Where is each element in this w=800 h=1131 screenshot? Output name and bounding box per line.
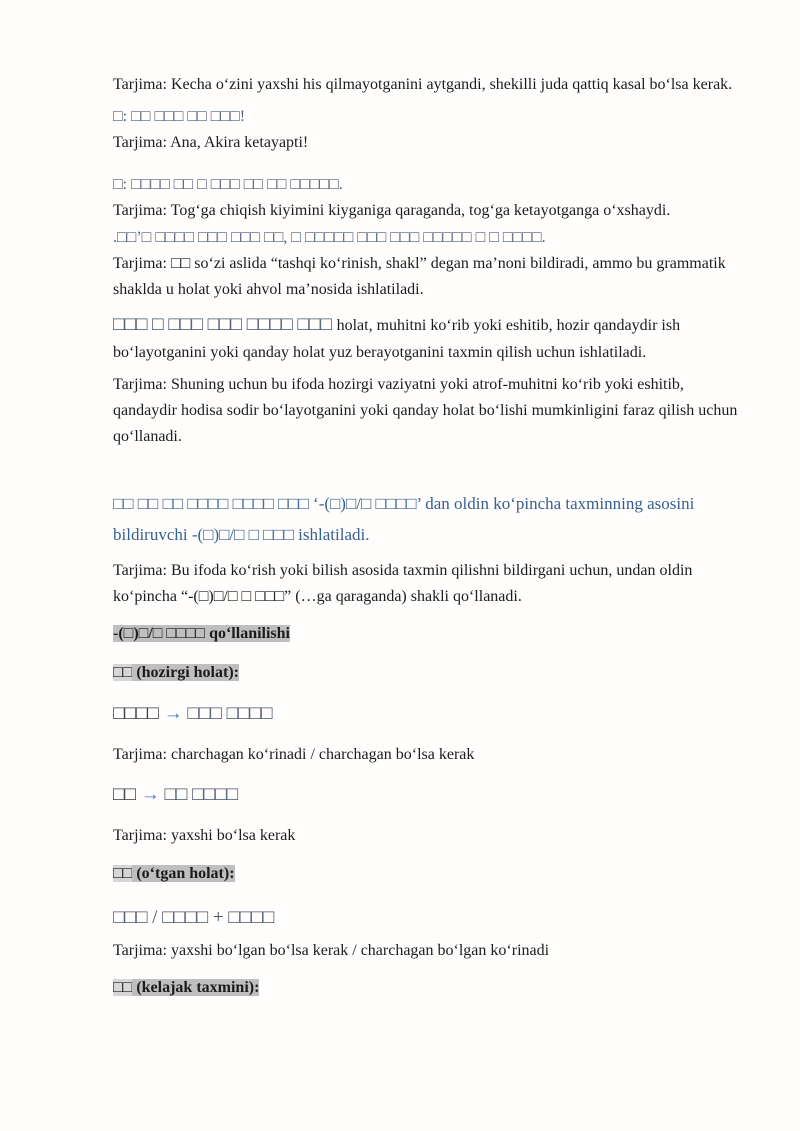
tarjima-paragraph	[113, 938, 742, 964]
korean-text: □□	[113, 865, 133, 882]
conjugation-example-line	[113, 699, 742, 729]
heading-text: -(□)□/□ □□□□ qo‘llanilishi	[113, 625, 290, 642]
latin-text: Tarjima: Ana, Akira ketayapti!	[113, 134, 309, 151]
latin-text: Tarjima: Kecha o‘zini yaxshi his qilmayotganini aytgandi, shekilli juda qattiq kasal bo‘lsa kerak.	[113, 76, 733, 93]
korean-text: □: □□□□ □□ □ □□□ □□ □□ □□□□□.	[113, 176, 343, 193]
latin-text: Tarjima:	[113, 255, 171, 272]
korean-base-text: □□	[113, 784, 141, 805]
tarjima-paragraph	[113, 251, 742, 303]
highlighted-tense-heading	[113, 975, 742, 1001]
tarjima-paragraph	[113, 558, 742, 610]
heading-text: (hozirgi holat):	[132, 664, 239, 681]
latin-text: so‘zi aslida “tashqi ko‘rinish, shakl” degan ma’noni bildiradi, ammo bu grammatik shaklda u holat yoki ahvol ma’nosida ishlatiladi.	[113, 255, 726, 298]
korean-base-text: □□□□	[113, 703, 164, 724]
tarjima-paragraph	[113, 198, 742, 224]
korean-inline-text: □□	[170, 255, 191, 272]
tarjima-paragraph	[113, 742, 742, 768]
korean-pattern-text: □□□ / □□□□ + □□□□	[113, 907, 275, 928]
heading-text: (o‘tgan holat):	[132, 865, 235, 882]
latin-text: Tarjima: yaxshi bo‘lgan bo‘lsa kerak / charchagan bo‘lgan ko‘rinadi	[113, 942, 550, 959]
korean-emphasis-text: □□□ □ □□□ □□□ □□□□ □□□	[113, 314, 337, 335]
korean-text: □□	[113, 664, 133, 681]
heading-text: (kelajak taxmini):	[132, 979, 260, 996]
highlighted-tense-heading	[113, 861, 742, 887]
tarjima-paragraph	[113, 72, 742, 98]
arrow-right-glyph: →	[163, 703, 183, 724]
tarjima-paragraph	[113, 372, 742, 450]
korean-text: □: □□ □□□ □□ □□□!	[113, 108, 246, 125]
latin-text: Tarjima: yaxshi bo‘lsa kerak	[113, 827, 296, 844]
latin-text: Tarjima: Bu ifoda ko‘rish yoki bilish asosida taxmin qilishni bildirgani uchun, undan oldin ko‘pincha “-(□)□/□ □ □□□” (…ga qaraganda) shakli qo‘llanadi.	[113, 562, 693, 605]
latin-text: Tarjima: Tog‘ga chiqish kiyimini kiyganiga qaraganda, tog‘ga ketayotganga o‘xshaydi.	[113, 202, 671, 219]
korean-note-line	[113, 225, 742, 251]
conjugation-example-line	[113, 903, 742, 933]
korean-text: .□□’□ □□□□ □□□ □□□ □□, □ □□□□□ □□□ □□□ □□□□□ □ □ □□□□.	[113, 229, 546, 246]
korean-text: □□	[113, 979, 133, 996]
korean-result-text: □□ □□□□	[159, 784, 239, 805]
latin-text: Tarjima: charchagan ko‘rinadi / charchagan bo‘lsa kerak	[113, 746, 475, 763]
highlighted-heading	[113, 621, 742, 647]
highlighted-tense-heading	[113, 660, 742, 686]
grammar-definition-paragraph	[113, 311, 742, 366]
tarjima-paragraph	[113, 130, 742, 156]
korean-dialogue-line	[113, 104, 742, 130]
arrow-right-glyph: →	[140, 784, 160, 805]
heading-text: □□ □□ □□ □□□□ □□□□ □□□ ‘-(□)□/□ □□□□’ dan oldin ko‘pincha taxminning asosini bildiruvchi -(□)□/□ □ □□□ ishlatiladi.	[113, 494, 695, 544]
tarjima-paragraph	[113, 823, 742, 849]
conjugation-example-line	[113, 780, 742, 810]
latin-text: holat, muhitni ko‘rib yoki eshitib, hozir qandaydir ish bo‘layotganini yoki qanday holat yuz berayotganini taxmin qilish uchun ishlatiladi.	[113, 317, 681, 361]
blue-subheading	[113, 488, 742, 550]
korean-dialogue-line	[113, 172, 742, 198]
latin-text: Tarjima: Shuning uchun bu ifoda hozirgi vaziyatni yoki atrof-muhitni ko‘rib yoki eshitib, qandaydir hodisa sodir bo‘layotganini yoki qanday holat bo‘lishi mumkinligini faraz qilish uchun qo‘llanadi.	[113, 376, 738, 445]
korean-result-text: □□□ □□□□	[182, 703, 273, 724]
